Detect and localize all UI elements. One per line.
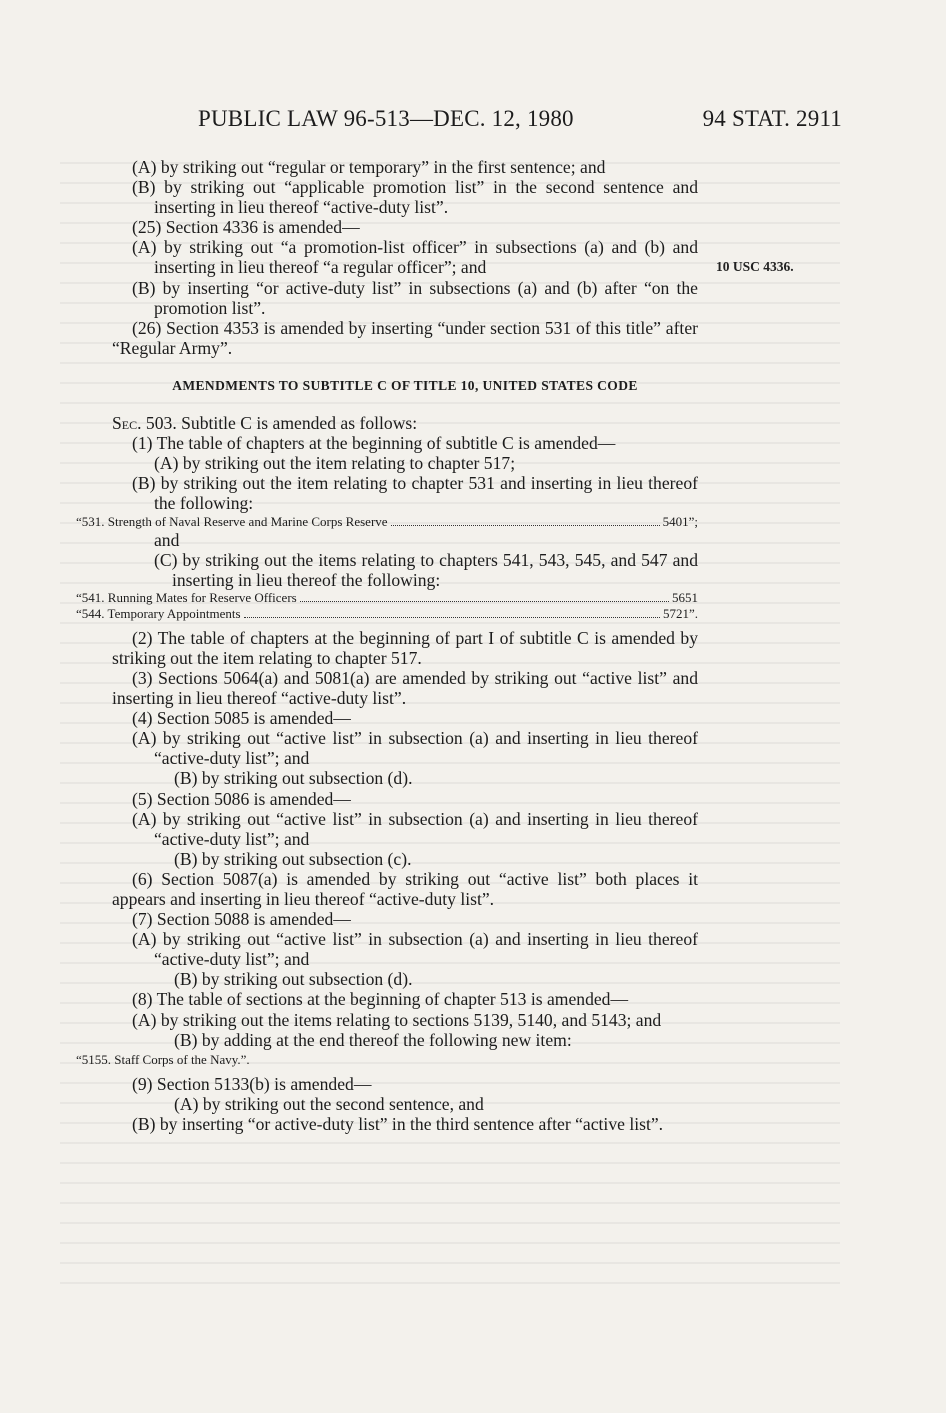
toc-title: “544. Temporary Appointments bbox=[76, 605, 241, 621]
toc-entry bbox=[76, 514, 698, 530]
paragraph: (9) Section 5133(b) is amended— bbox=[132, 1073, 372, 1094]
paragraph: (B) by striking out subsection (d). bbox=[174, 768, 413, 789]
paragraph: (A) by striking out the items relating to sections 5139, 5140, and 5143; and bbox=[132, 1009, 662, 1030]
toc-title: “531. Strength of Naval Reserve and Marine Corps Reserve bbox=[76, 513, 388, 529]
toc-title: “5155. Staff Corps of the Navy.”. bbox=[76, 1051, 250, 1067]
main-text-column bbox=[76, 157, 698, 1134]
paragraph: (5) Section 5086 is amended— bbox=[132, 788, 351, 809]
paragraph: (A) by striking out the second sentence, and bbox=[174, 1093, 484, 1114]
paragraph: (1) The table of chapters at the beginning of subtitle C is amended— bbox=[132, 433, 616, 454]
section-intro-text: 503. Subtitle C is amended as follows: bbox=[141, 413, 418, 434]
paragraph: (B) by inserting “or active-duty list” in the third sentence after “active list”. bbox=[132, 1113, 664, 1134]
paragraph: (8) The table of sections at the beginning of chapter 513 is amended— bbox=[132, 989, 629, 1010]
section-heading: AMENDMENTS TO SUBTITLE C OF TITLE 10, UNITED STATES CODE bbox=[172, 377, 638, 393]
paragraph: (A) by striking out the item relating to chapter 517; bbox=[154, 453, 516, 474]
paragraph: (B) by striking out subsection (d). bbox=[174, 969, 413, 990]
header-citation: PUBLIC LAW 96-513—DEC. 12, 1980 bbox=[198, 106, 574, 131]
paragraph: (2) The table of chapters at the beginning of part I of subtitle C is amended by striking out the item relating to chapter 517. bbox=[112, 627, 698, 668]
paragraph: (4) Section 5085 is amended— bbox=[132, 708, 351, 729]
toc-leader bbox=[244, 607, 660, 618]
paragraph: (A) by striking out “active list” in subsection (a) and inserting in lieu thereof “active-duty list”; and bbox=[132, 929, 698, 970]
paragraph: (B) by striking out subsection (c). bbox=[174, 848, 412, 869]
toc-title: “541. Running Mates for Reserve Officers bbox=[76, 589, 297, 605]
paragraph: (B) by striking out the item relating to chapter 531 and inserting in lieu thereof the following: bbox=[132, 473, 698, 514]
paragraph: (B) by adding at the end thereof the following new item: bbox=[174, 1029, 572, 1050]
paragraph: (6) Section 5087(a) is amended by striking out “active list” both places it appears and inserting in lieu thereof “active-duty list”. bbox=[112, 868, 698, 909]
paragraph: (B) by inserting “or active-duty list” in subsections (a) and (b) after “on the promotion list”. bbox=[132, 277, 698, 318]
toc-entry bbox=[76, 606, 698, 622]
toc-leader bbox=[391, 515, 660, 526]
toc-leader bbox=[300, 591, 669, 602]
paragraph: and bbox=[154, 529, 180, 550]
header-stat-page: 94 STAT. 2911 bbox=[702, 106, 842, 131]
paragraph: (A) by striking out “a promotion-list officer” in subsections (a) and (b) and inserting in lieu thereof “a regular officer”; and bbox=[132, 237, 698, 278]
toc-number: 5651 bbox=[672, 589, 698, 605]
paragraph: (25) Section 4336 is amended— bbox=[132, 217, 360, 238]
paragraph: (A) by striking out “active list” in subsection (a) and inserting in lieu thereof “active-duty list”; and bbox=[132, 808, 698, 849]
section-intro bbox=[112, 413, 698, 433]
paragraph: (A) by striking out “regular or temporary” in the first sentence; and bbox=[132, 157, 606, 177]
toc-number: 5721”. bbox=[662, 605, 698, 621]
paragraph: (7) Section 5088 is amended— bbox=[132, 909, 351, 930]
paragraph: (C) by striking out the items relating to chapters 541, 543, 545, and 547 and inserting in lieu thereof the following: bbox=[154, 549, 698, 590]
toc-number: 5401”; bbox=[662, 513, 698, 529]
margin-note-usc: 10 USC 4336. bbox=[716, 259, 794, 274]
paragraph: (26) Section 4353 is amended by inserting “under section 531 of this title” after “Regular Army”. bbox=[112, 317, 698, 358]
paragraph: (A) by striking out “active list” in subsection (a) and inserting in lieu thereof “active-duty list”; and bbox=[132, 728, 698, 769]
toc-entry bbox=[76, 1052, 698, 1068]
paragraph: (3) Sections 5064(a) and 5081(a) are amended by striking out “active list” and inserting in lieu thereof “active-duty list”. bbox=[112, 667, 698, 709]
toc-entry bbox=[76, 590, 698, 606]
paragraph: (B) by striking out “applicable promotion list” in the second sentence and inserting in lieu thereof “active-duty list”. bbox=[132, 177, 698, 218]
section-label: Sec. bbox=[112, 413, 142, 434]
